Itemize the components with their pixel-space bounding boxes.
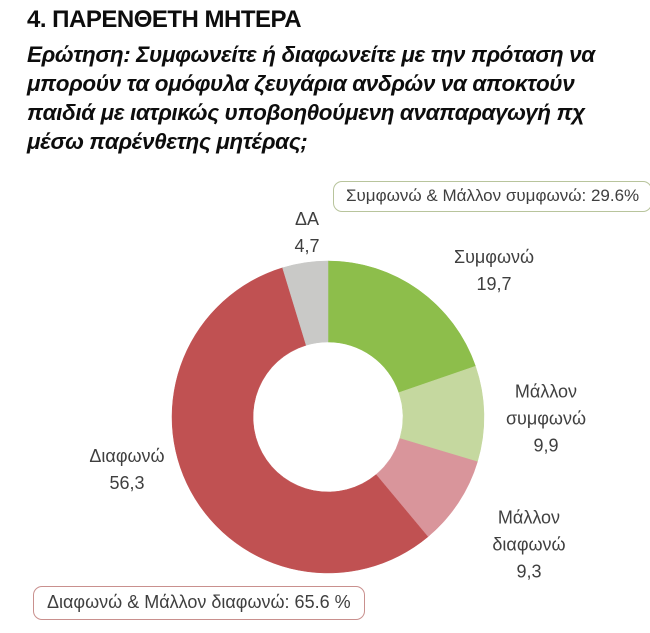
slice-value: 9,9 — [533, 435, 559, 456]
question-line-2: μπορούν τα ομόφυλα ζευγάρια ανδρών να αποκτούν — [27, 71, 575, 96]
slice-value: 56,3 — [109, 473, 145, 493]
question-line-4: μέσω παρένθετης μητέρας; — [27, 129, 308, 154]
slice-category: Συμφωνώ — [453, 247, 535, 267]
question-line-3: παιδιά με ιατρικώς υποβοηθούμενη αναπαραγωγή πχ — [27, 100, 585, 125]
slice-value: 9,3 — [516, 561, 542, 582]
slice-value: 4,7 — [294, 236, 320, 256]
slice-label-disagree — [62, 443, 192, 497]
slice-label-rather-agree — [481, 379, 611, 460]
slice-value: 19,7 — [476, 274, 512, 294]
slice-category: ΔΑ — [294, 209, 320, 229]
slice-label-rather-disagree — [464, 505, 594, 586]
agree-total-callout: Συμφωνώ & Μάλλον συμφωνώ: 29.6% — [333, 181, 650, 212]
disagree-total-callout: Διαφωνώ & Μάλλον διαφωνώ: 65.6 % — [33, 586, 365, 620]
question-line-1: Ερώτηση: Συμφωνείτε ή διαφωνείτε με την πρόταση να — [27, 42, 595, 67]
page-title: 4. ΠΑΡΕΝΘΕΤΗ ΜΗΤΕΡΑ — [27, 6, 302, 33]
slice-category: Διαφωνώ — [89, 446, 165, 466]
slice-label-agree — [429, 244, 559, 298]
slice-category: Μάλλον διαφωνώ — [492, 507, 566, 555]
slice-category: Μάλλον συμφωνώ — [505, 381, 587, 429]
slice-label-dk — [242, 206, 372, 260]
